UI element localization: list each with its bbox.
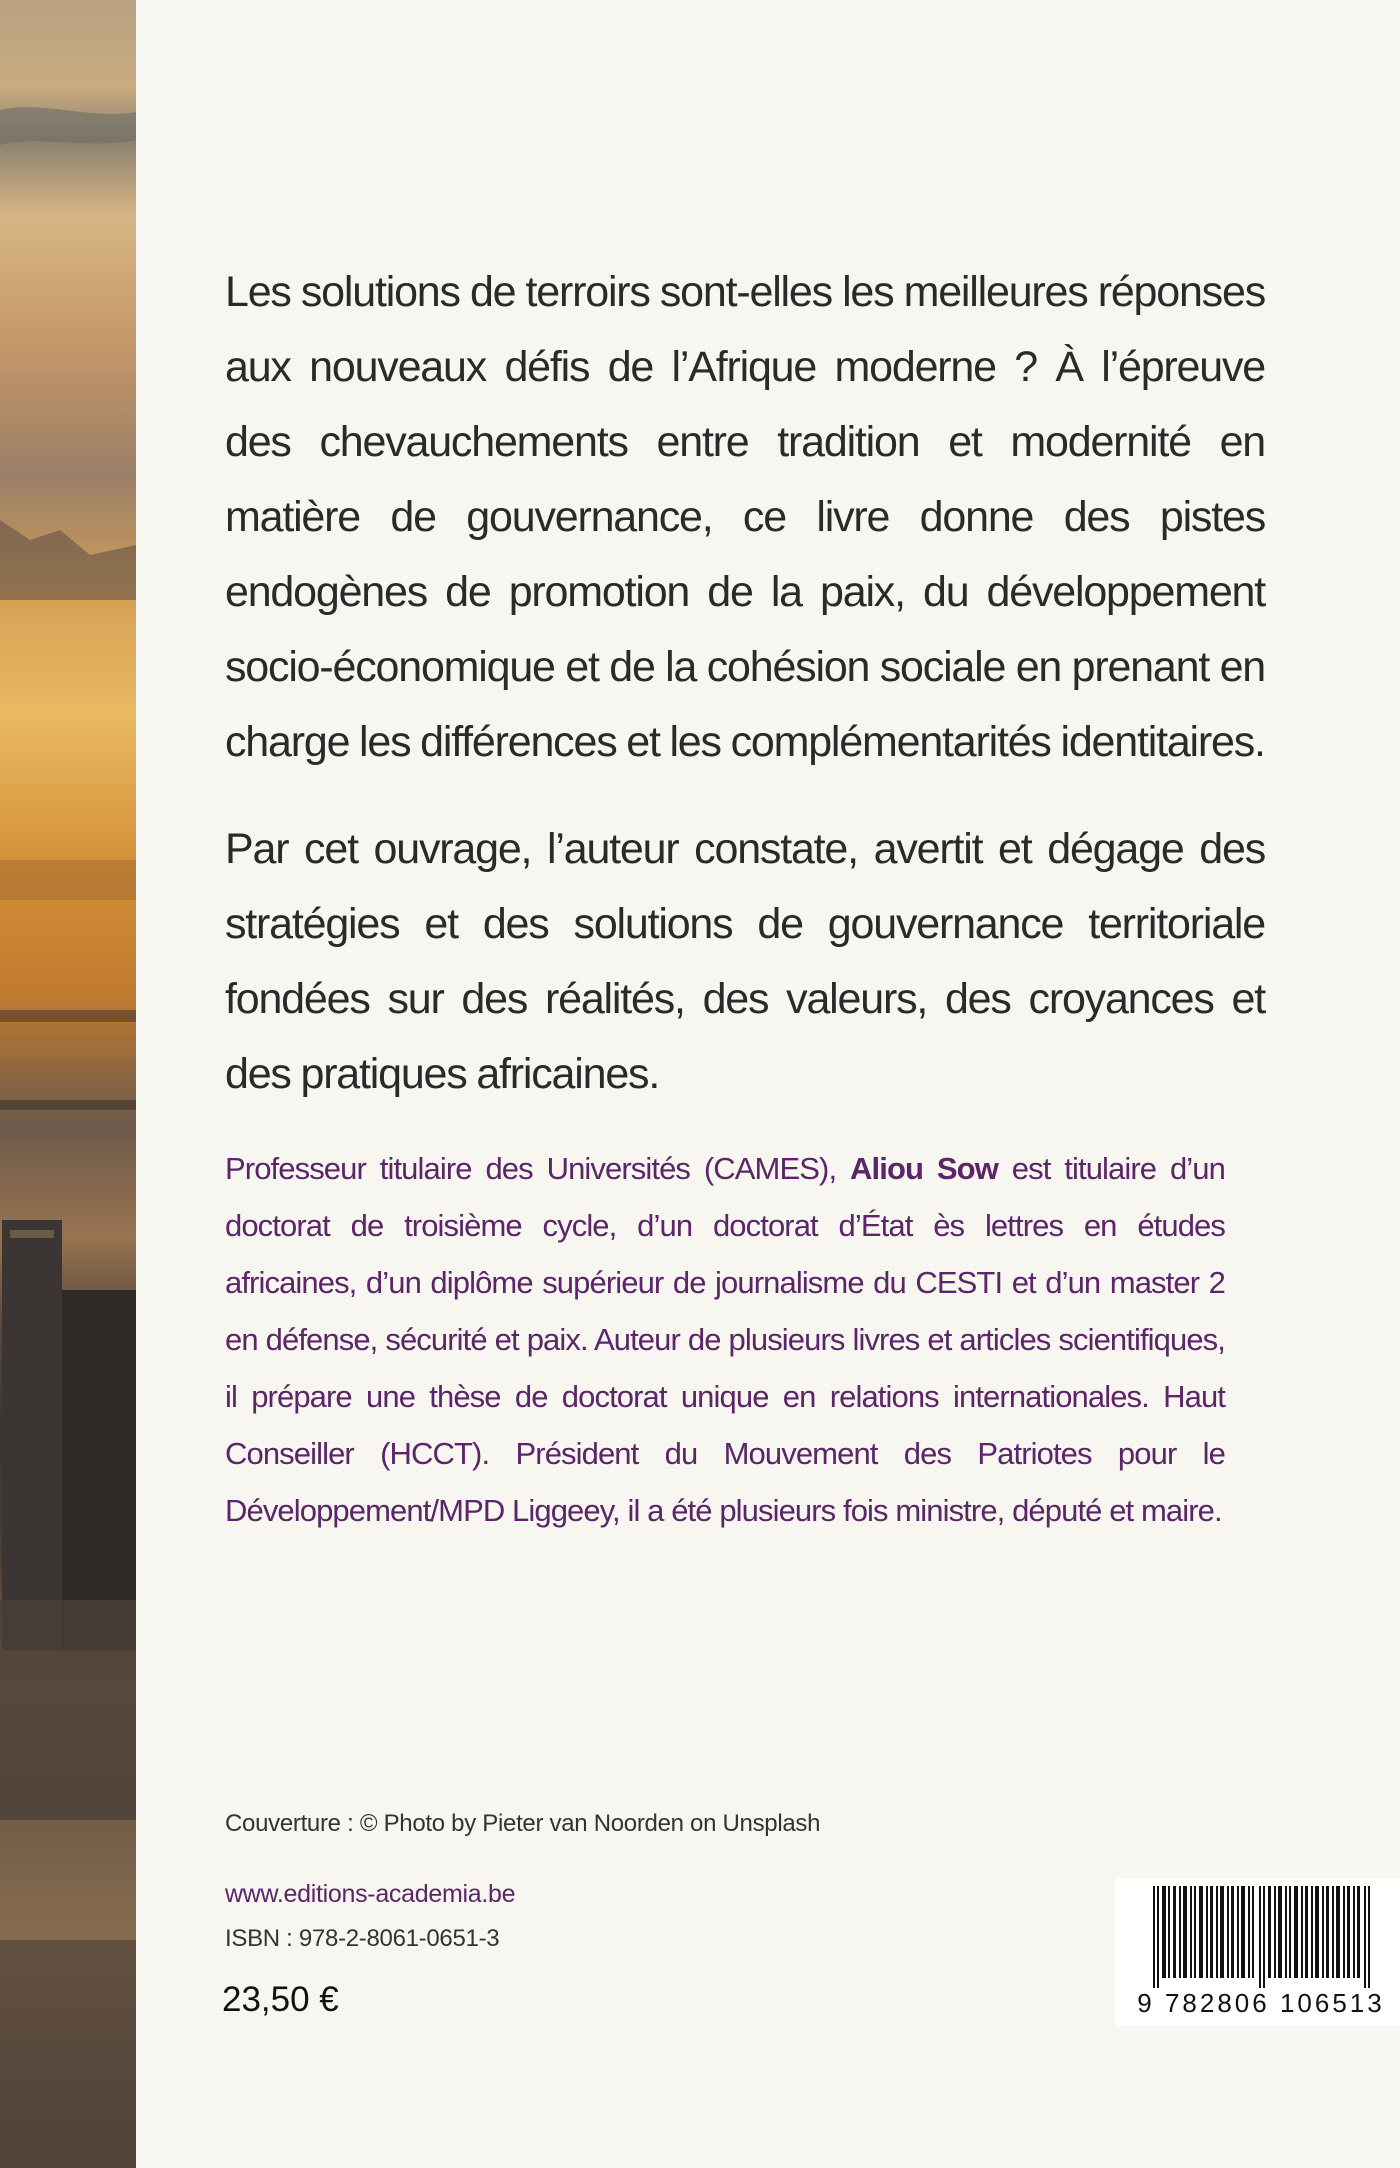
publisher-url[interactable]: www.editions-academia.be [225, 1880, 516, 1908]
cover-photo-strip [0, 0, 136, 2168]
book-blurb [225, 255, 1265, 1112]
cover-credit-text: Couverture : © Photo by Pieter van Noorden on Unsplash [225, 1810, 821, 1837]
price: 23,50 € [222, 1980, 339, 2019]
isbn: ISBN : 978-2-8061-0651-3 [225, 1925, 500, 1952]
bio-body: est titulaire d’un doctorat de troisième cycle, d’un doctorat d’État ès lettres en études africaines, d’un diplôme supérieur de journalisme du CESTI et d’un master 2 en défense, sécurité et paix. Auteur de plusieurs livres et articles scientifiques, il prépare une thèse de doctorat unique en relations internationales. Haut Conseiller (HCCT). Président du Mouvement des Patriotes pour le Développement/MPD Liggeey, il a été plusieurs fois ministre, député et maire. [225, 1151, 1225, 1528]
barcode-digits: 9 782806 106513 [1137, 1988, 1385, 2018]
city-sunset-photo [0, 0, 136, 2168]
bio-intro: Professeur titulaire des Universités (CAMES), [225, 1151, 851, 1186]
author-bio [225, 1140, 1225, 1539]
photo-credit [225, 1810, 825, 1838]
barcode-bars [1153, 1886, 1373, 1988]
barcode [1115, 1878, 1400, 2026]
blurb-paragraph-2: Par cet ouvrage, l’auteur constate, avertit et dégage des stratégies et des solutions de gouvernance territoriale fondées sur des réalités, des valeurs, des croyances et des pratiques africaines. [225, 825, 1265, 1098]
blurb-paragraph-1: Les solutions de terroirs sont-elles les meilleures réponses aux nouveaux défis de l’Afrique moderne ? À l’épreuve des chevauchements entre tradition et modernité en matière de gouvernance, ce livre donne des pistes endogènes de promotion de la paix, du développement socio-économique et de la cohésion sociale en prenant en charge les différences et les complémentarités identitaires. [225, 268, 1265, 766]
author-name: Aliou Sow [850, 1151, 998, 1186]
author-bio-text [225, 1140, 1225, 1539]
